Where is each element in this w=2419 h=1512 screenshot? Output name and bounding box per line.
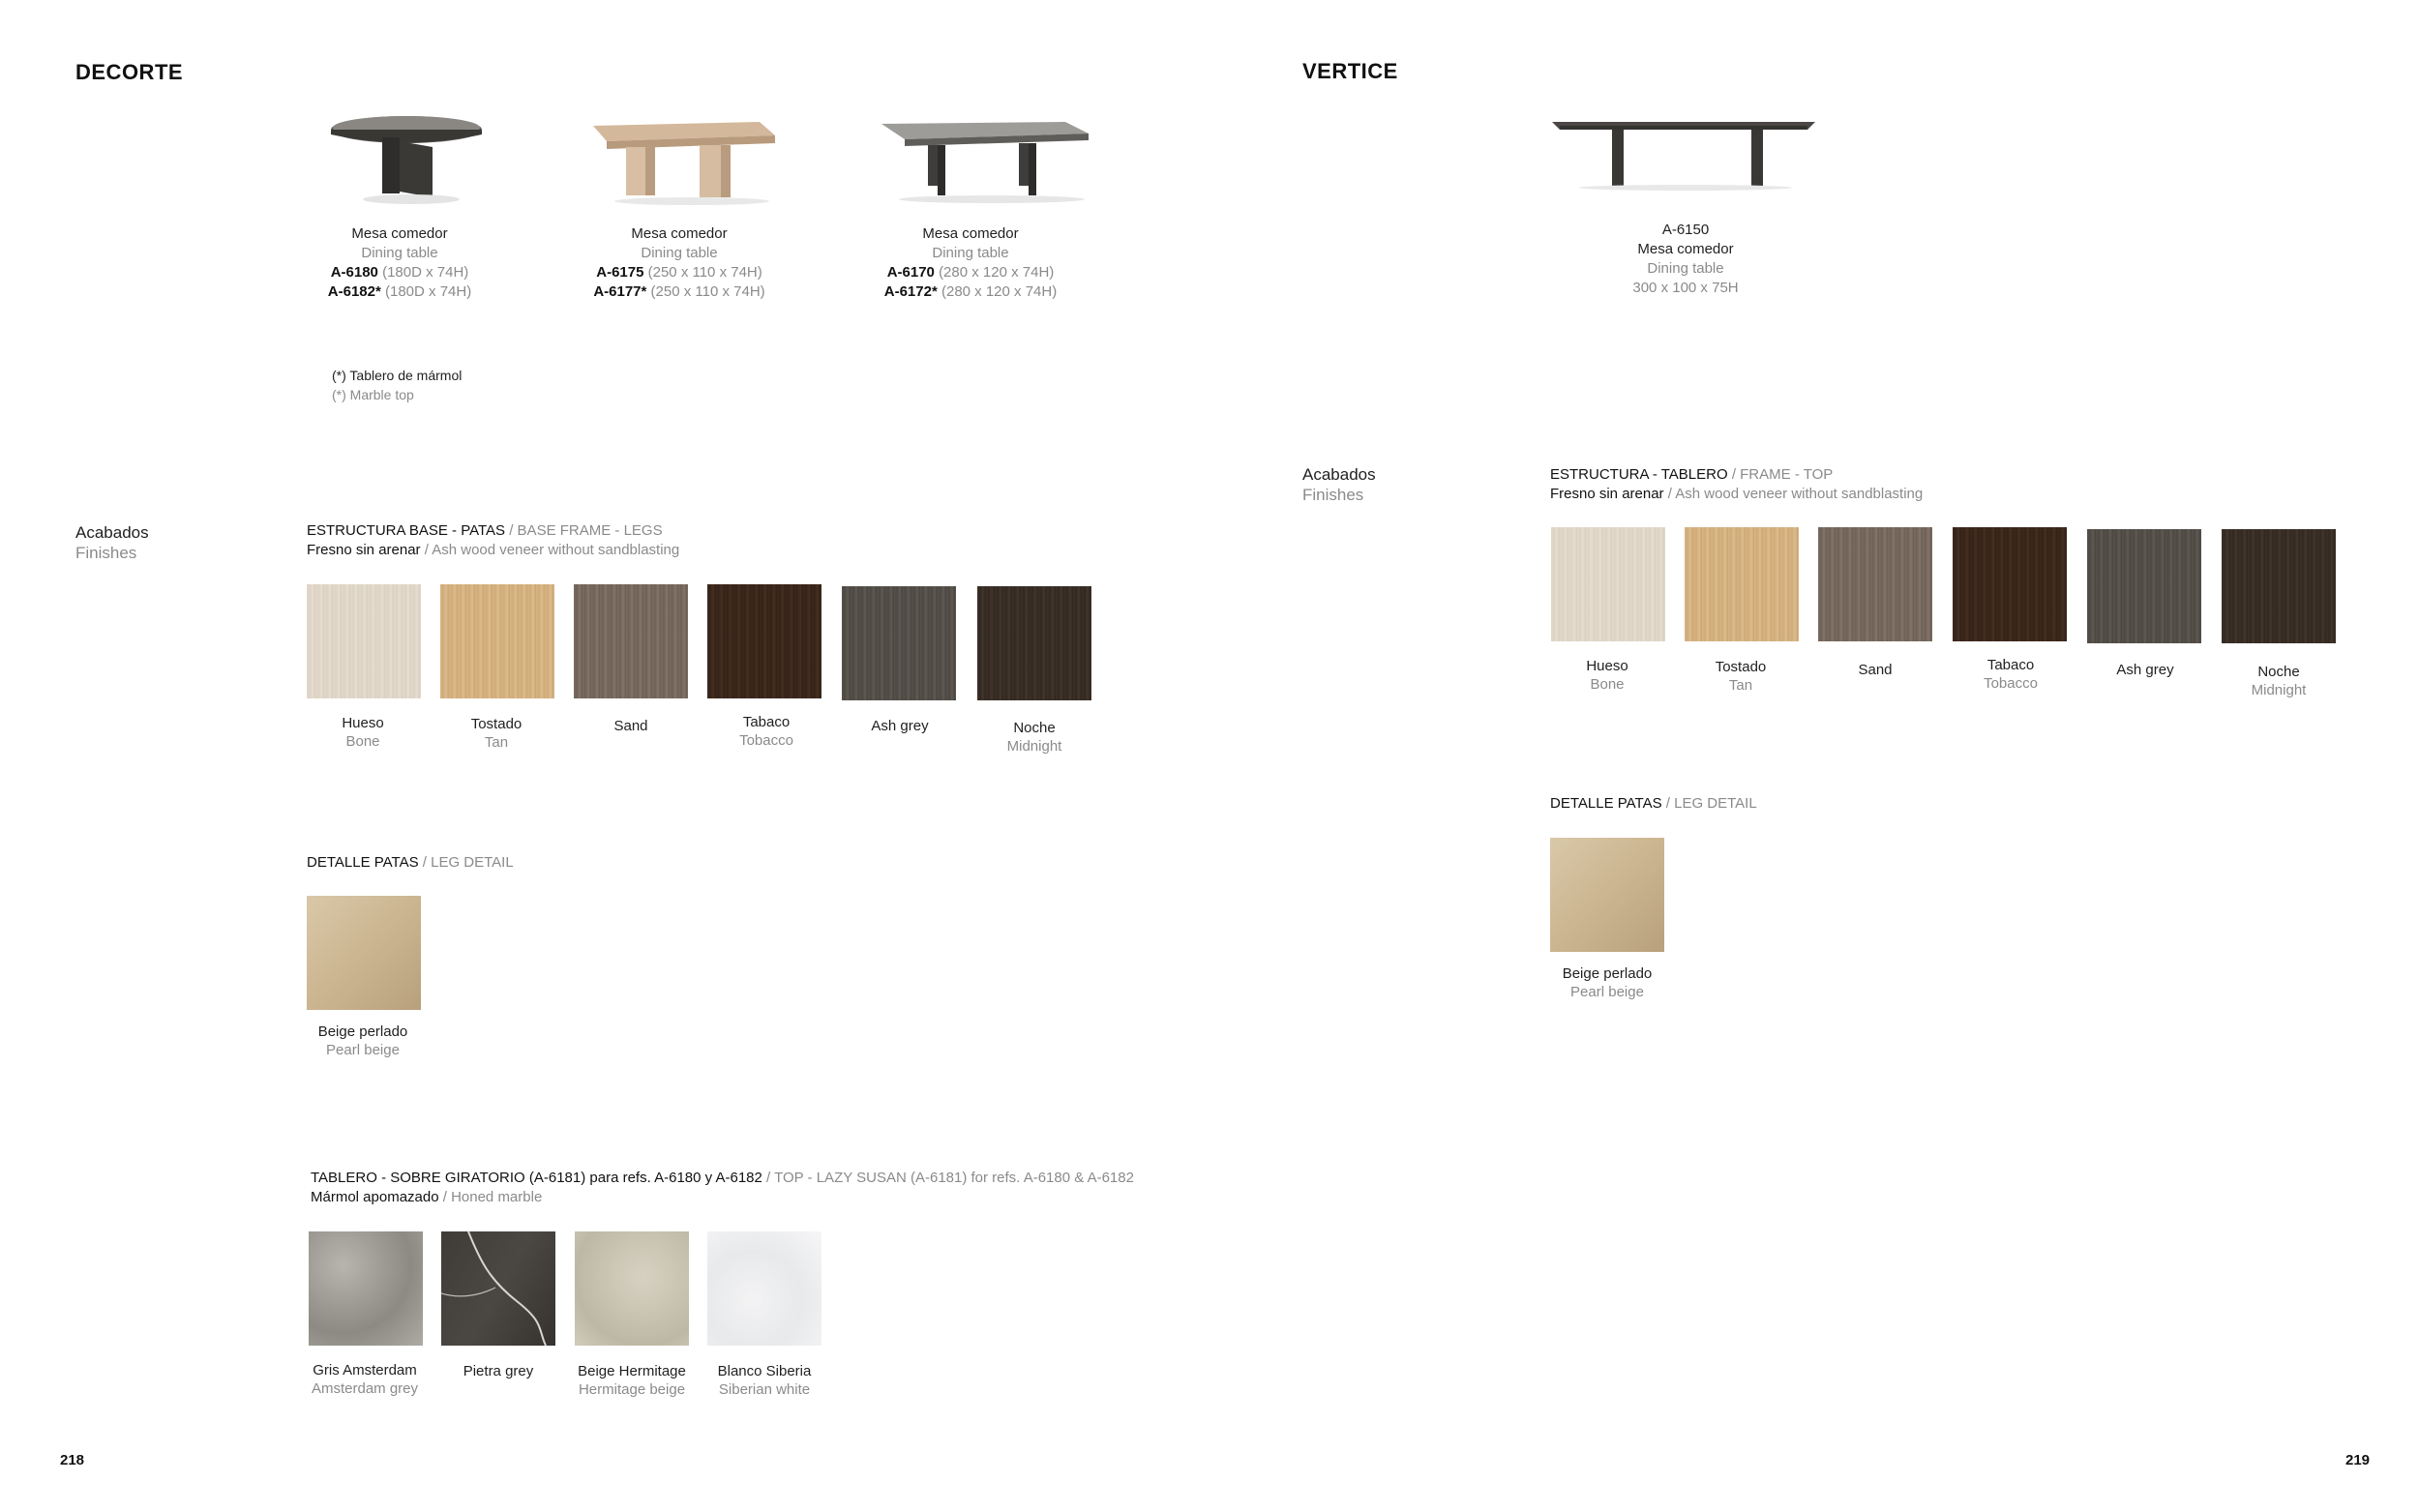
- swatch-label: Beige perlado Pearl beige: [1562, 965, 1653, 1000]
- product-dim: (250 x 110 x 74H): [647, 264, 762, 281]
- finishes-heading: Acabados Finishes: [1302, 465, 1376, 504]
- swatch-label: Tostado Tan: [470, 716, 523, 751]
- product-ref: A-6150: [1661, 222, 1710, 238]
- swatch-hermitage-beige: [575, 1231, 689, 1346]
- rectangular-table-image: [876, 114, 1098, 206]
- swatch-label: Noche Midnight: [2251, 664, 2307, 698]
- product-dim: (180D x 74H): [382, 264, 469, 281]
- product-type: Dining table: [361, 245, 438, 261]
- swatch-bone: [307, 584, 421, 698]
- product-ref: A-6172*: [883, 283, 938, 300]
- swatch-label: Sand: [1858, 662, 1893, 678]
- finishes-heading: Acabados Finishes: [75, 523, 149, 562]
- swatch-label: Pietra grey: [463, 1363, 534, 1379]
- swatch-label: Tostado Tan: [1715, 659, 1767, 694]
- swatch-ash-grey: [2087, 529, 2201, 643]
- swatch-pietra-grey: [441, 1231, 555, 1346]
- product-ref: A-6170: [886, 264, 935, 281]
- swatch-bone: [1551, 527, 1665, 641]
- product-ref: A-6182*: [327, 283, 381, 300]
- swatch-label: Ash grey: [871, 718, 929, 734]
- swatch-pearl-beige: [1550, 838, 1664, 952]
- swatch-siberian-white: [707, 1231, 821, 1346]
- swatch-tobacco: [707, 584, 821, 698]
- swatch-label: Noche Midnight: [1006, 720, 1062, 755]
- swatch-label: Blanco Siberia Siberian white: [717, 1363, 812, 1398]
- frame-heading: ESTRUCTURA BASE - PATAS / BASE FRAME - LEGS Fresno sin arenar / Ash wood veneer without sandblasting: [307, 522, 680, 558]
- swatch-tan: [440, 584, 554, 698]
- swatch-label: Ash grey: [2116, 662, 2174, 678]
- product-dim: (180D x 74H): [385, 283, 472, 300]
- swatch-label: Gris Amsterdam Amsterdam grey: [311, 1362, 419, 1397]
- product-caption: [1589, 221, 1782, 298]
- leg-detail-heading: DETALLE PATAS / LEG DETAIL: [1550, 795, 1757, 812]
- round-table-image: [324, 108, 489, 205]
- frame-heading: ESTRUCTURA - TABLERO / FRAME - TOP Fresno sin arenar / Ash wood veneer without sandblasting: [1550, 466, 1924, 502]
- wood-table-image: [585, 114, 779, 206]
- marble-vein-icon: [441, 1231, 555, 1346]
- swatch-label: Beige Hermitage Hermitage beige: [578, 1363, 686, 1398]
- page-title-vertice: VERTICE: [1302, 59, 1398, 83]
- swatch-midnight: [977, 586, 1091, 700]
- product-caption: [303, 224, 496, 302]
- product-name: Mesa comedor: [631, 225, 728, 242]
- product-ref: A-6175: [596, 264, 644, 281]
- product-type: Dining table: [932, 245, 1009, 261]
- swatch-label: Hueso Bone: [1586, 658, 1628, 693]
- product-dim: 300 x 100 x 75H: [1632, 280, 1739, 296]
- swatch-tan: [1685, 527, 1799, 641]
- swatch-tobacco: [1953, 527, 2067, 641]
- product-ref: A-6177*: [593, 283, 647, 300]
- swatch-label: Beige perlado Pearl beige: [317, 1023, 408, 1058]
- product-name: Mesa comedor: [1637, 241, 1734, 257]
- page-number: 218: [60, 1452, 85, 1468]
- swatch-amsterdam-grey: [309, 1231, 423, 1346]
- swatch-label: Hueso Bone: [342, 715, 384, 750]
- leg-detail-heading: DETALLE PATAS / LEG DETAIL: [307, 854, 514, 871]
- product-type: Dining table: [641, 245, 718, 261]
- top-heading: TABLERO - SOBRE GIRATORIO (A-6181) para refs. A-6180 y A-6182 / TOP - LAZY SUSAN (A-6181) for refs. A-6180 & A-6182 Mármol apomazado / Honed marble: [311, 1170, 1134, 1205]
- product-dim: (280 x 120 x 74H): [941, 283, 1058, 300]
- page-title-decorte: DECORTE: [75, 60, 184, 84]
- product-name: Mesa comedor: [922, 225, 1019, 242]
- product-name: Mesa comedor: [351, 225, 448, 242]
- swatch-sand: [1818, 527, 1932, 641]
- product-type: Dining table: [1647, 260, 1724, 277]
- swatch-sand: [574, 584, 688, 698]
- swatch-pearl-beige: [307, 896, 421, 1010]
- product-dim: (280 x 120 x 74H): [939, 264, 1055, 281]
- page-number: 219: [2345, 1452, 2371, 1468]
- product-ref: A-6180: [330, 264, 378, 281]
- swatch-label: Sand: [613, 718, 648, 734]
- swatch-label: Tabaco Tobacco: [1984, 657, 2038, 692]
- swatch-label: Tabaco Tobacco: [739, 714, 793, 749]
- vertice-table-image: [1548, 114, 1819, 192]
- product-caption: [582, 224, 776, 302]
- swatch-midnight: [2222, 529, 2336, 643]
- marble-note: (*) Tablero de mármol (*) Marble top: [332, 368, 463, 402]
- product-caption: [874, 224, 1067, 302]
- swatch-ash-grey: [842, 586, 956, 700]
- product-dim: (250 x 110 x 74H): [650, 283, 765, 300]
